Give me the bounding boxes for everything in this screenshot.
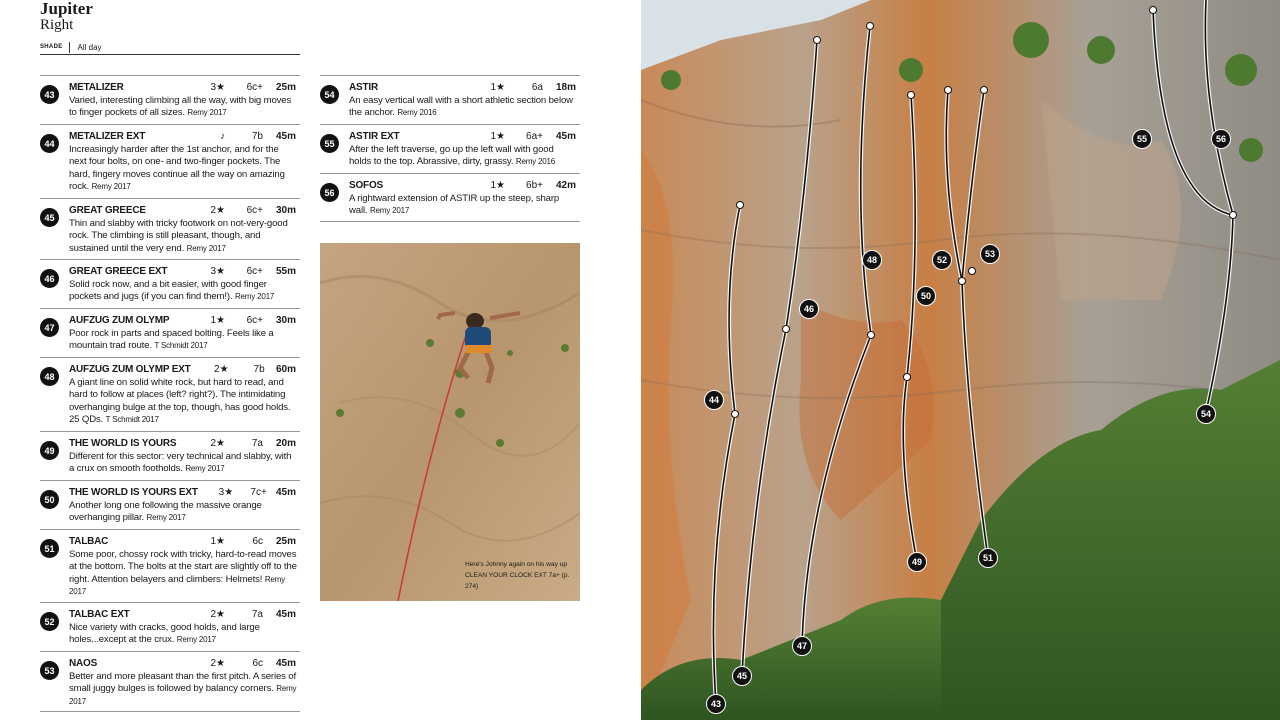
- route-item-48: [40, 357, 300, 431]
- route-grade: 7c+: [250, 487, 267, 498]
- route-grade: 6c+: [246, 266, 263, 277]
- route-number-badge: 49: [40, 441, 59, 460]
- route-length: 30m: [275, 315, 296, 326]
- route-item-47: [40, 308, 300, 357]
- route-name: GREAT GREECE EXT: [69, 266, 168, 277]
- route-stars: 3★: [218, 487, 234, 498]
- wall-marker-55: 55: [1132, 129, 1152, 149]
- wall-marker-47: 47: [792, 636, 812, 656]
- route-length: 25m: [275, 536, 296, 547]
- route-number-badge: 50: [40, 490, 59, 509]
- route-author: Remy 2016: [397, 108, 437, 118]
- route-grade: 6c: [252, 536, 263, 547]
- route-number-badge: 43: [40, 85, 59, 104]
- route-grade: 7b: [251, 131, 263, 142]
- shade-label: SHADE: [40, 42, 70, 53]
- route-length: 25m: [275, 82, 296, 93]
- route-stars: 2★: [210, 658, 225, 669]
- route-grade: 6c+: [246, 82, 263, 93]
- route-grade: 7a: [251, 609, 263, 620]
- route-description: Another long one following the massive orange overhanging pillar.: [69, 500, 262, 524]
- route-author: Remy 2017: [234, 292, 275, 302]
- route-number-badge: 52: [40, 612, 59, 631]
- wall-marker-50: 50: [916, 286, 936, 306]
- route-name: TALBAC EXT: [69, 609, 130, 620]
- route-author: Remy 2017: [187, 108, 227, 118]
- route-stars: 2★: [210, 609, 225, 620]
- route-description: Poor rock in parts and spaced bolting. Feels like a mountain trad route.: [69, 328, 274, 352]
- route-name: ASTIR EXT: [349, 131, 400, 142]
- route-length: 55m: [275, 266, 296, 277]
- route-item-49: [40, 431, 300, 480]
- route-stars: 1★: [490, 180, 505, 191]
- route-number-badge: 46: [40, 269, 59, 288]
- route-name: THE WORLD IS YOURS: [69, 438, 177, 449]
- route-length: 30m: [275, 205, 296, 216]
- route-name: THE WORLD IS YOURS EXT: [69, 487, 198, 498]
- route-number-badge: 55: [320, 134, 339, 153]
- route-author: Remy 2017: [69, 574, 285, 596]
- route-grade: 6b+: [526, 180, 543, 191]
- wall-marker-44: 44: [704, 390, 724, 410]
- route-description: A giant line on solid white rock, but hard to read, and hard to follow at places (left? right?). The intimidating overhanging bulge at the top, though, has good holds. 25 QDs.: [69, 377, 291, 425]
- route-item-53: [40, 651, 300, 712]
- route-author: Remy 2017: [185, 464, 225, 474]
- wall-marker-54: 54: [1196, 404, 1216, 424]
- route-name: AUFZUG ZUM OLYMP EXT: [69, 364, 191, 375]
- route-name: METALIZER: [69, 82, 124, 93]
- route-description: Nice variety with cracks, good holds, and large holes...except at the crux.: [69, 622, 260, 646]
- route-length: 20m: [275, 438, 296, 449]
- route-number-badge: 47: [40, 318, 59, 337]
- route-length: 42m: [555, 180, 576, 191]
- route-number-badge: 45: [40, 208, 59, 227]
- route-length: 45m: [275, 487, 296, 498]
- route-author: Remy 2017: [369, 206, 410, 216]
- route-item-54: [320, 75, 580, 124]
- route-description: Different for this sector: very technical and slabby, with a crux on smooth footholds.: [69, 451, 292, 475]
- route-description: An easy vertical wall with a short athletic section below the anchor.: [349, 95, 573, 119]
- route-author: Remy 2016: [515, 157, 556, 167]
- route-author: T Schmidt 2017: [154, 341, 208, 351]
- route-name: METALIZER EXT: [69, 131, 146, 142]
- route-description: Solid rock now, and a bit easier, with good finger pockets and jugs (if you can find them!).: [69, 279, 267, 303]
- route-author: Remy 2017: [176, 635, 216, 645]
- route-number-badge: 53: [40, 661, 59, 680]
- route-item-55: [320, 124, 580, 173]
- route-author: Remy 2017: [91, 181, 131, 191]
- crag-header: [40, 0, 93, 34]
- route-item-50: [40, 480, 300, 529]
- route-stars: 1★: [210, 536, 225, 547]
- route-name: GREAT GREECE: [69, 205, 146, 216]
- page-title: Jupiter: [40, 0, 93, 18]
- wall-topo-photo: [641, 0, 1280, 720]
- route-length: 45m: [555, 131, 576, 142]
- route-description: Increasingly harder after the 1st anchor, and for the next four bolts, on one- and two-finger pockets. The hard, fingery moves continue all the way on amazing rock.: [69, 144, 285, 192]
- route-stars: 3★: [210, 266, 225, 277]
- route-stars: 2★: [214, 364, 229, 375]
- route-item-52: [40, 602, 300, 651]
- route-grade: 7b: [253, 364, 265, 375]
- photo-caption: Here's Johnny again on his way up CLEAN YOUR CLOCK EXT 7a+ (p. 274): [465, 561, 570, 590]
- route-stars: 2★: [210, 205, 225, 216]
- wall-topo-illustration: [641, 0, 1280, 720]
- wall-marker-45: 45: [732, 666, 752, 686]
- shade-value: All day: [77, 42, 102, 52]
- route-description: A rightward extension of ASTIR up the steep, sharp wall.: [349, 193, 560, 217]
- route-name: NAOS: [69, 658, 98, 669]
- route-grade: 6a+: [526, 131, 543, 142]
- route-item-45: [40, 198, 300, 259]
- route-description: Varied, interesting climbing all the way, with big moves to finger pockets of all sizes.: [69, 95, 292, 119]
- shade-info: [40, 40, 300, 55]
- wall-marker-56: 56: [1211, 129, 1231, 149]
- route-length: 45m: [275, 609, 296, 620]
- wall-marker-52: 52: [932, 250, 952, 270]
- wall-marker-43: 43: [706, 694, 726, 714]
- route-item-43: [40, 75, 300, 124]
- route-list-left: [40, 75, 300, 715]
- route-stars: 1★: [490, 82, 505, 93]
- wall-marker-51: 51: [978, 548, 998, 568]
- route-number-badge: 51: [40, 539, 59, 558]
- route-item-51: [40, 529, 300, 602]
- route-length: 45m: [275, 131, 296, 142]
- route-name: SOFOS: [349, 180, 384, 191]
- route-description: Better and more pleasant than the first pitch. A series of small juggy bulges is followed by balancy corners.: [69, 671, 297, 695]
- route-number-badge: 48: [40, 367, 59, 386]
- wall-marker-46: 46: [799, 299, 819, 319]
- climber-photo-illustration: [320, 243, 580, 601]
- route-item-46: [40, 259, 300, 308]
- route-stars: 3★: [210, 82, 225, 93]
- route-item-56: [320, 173, 580, 222]
- route-number-badge: 56: [320, 183, 339, 202]
- route-description: After the left traverse, go up the left wall with good holds to the top. Abrassive, dirty, grassy.: [349, 144, 554, 168]
- wall-marker-53: 53: [980, 244, 1000, 264]
- route-grade: 6c: [252, 658, 263, 669]
- route-item-44: [40, 124, 300, 198]
- route-stars: 1★: [490, 131, 505, 142]
- route-stars: ♪: [220, 131, 225, 142]
- route-length: 45m: [275, 658, 296, 669]
- route-description: Some poor, chossy rock with tricky, hard-to-read moves at the bottom. The bolts at the start are slightly off to the right. Attention belayers and climbers: Helmets!: [69, 549, 297, 585]
- route-name: TALBAC: [69, 536, 109, 547]
- route-grade: 6c+: [246, 205, 263, 216]
- wall-marker-48: 48: [862, 250, 882, 270]
- route-length: 60m: [275, 364, 296, 375]
- route-description: Thin and slabby with tricky footwork on not-very-good rock. The climbing is still pleasant, though, and sustained until the very end.: [69, 218, 288, 254]
- route-author: Remy 2017: [186, 243, 226, 253]
- route-author: T Schmidt 2017: [105, 414, 159, 424]
- route-stars: 1★: [210, 315, 225, 326]
- route-grade: 7a: [251, 438, 263, 449]
- route-grade: 6a: [531, 82, 543, 93]
- route-author: Remy 2017: [69, 684, 297, 706]
- route-number-badge: 54: [320, 85, 339, 104]
- climber-photo: [320, 243, 580, 601]
- route-name: ASTIR: [349, 82, 379, 93]
- route-grade: 6c+: [246, 315, 263, 326]
- wall-marker-49: 49: [907, 552, 927, 572]
- route-number-badge: 44: [40, 134, 59, 153]
- route-list-right: [320, 75, 580, 225]
- route-length: 18m: [555, 82, 576, 93]
- route-stars: 2★: [210, 438, 225, 449]
- route-name: AUFZUG ZUM OLYMP: [69, 315, 170, 326]
- page-subtitle: Right: [40, 17, 74, 33]
- route-author: Remy 2017: [146, 513, 186, 523]
